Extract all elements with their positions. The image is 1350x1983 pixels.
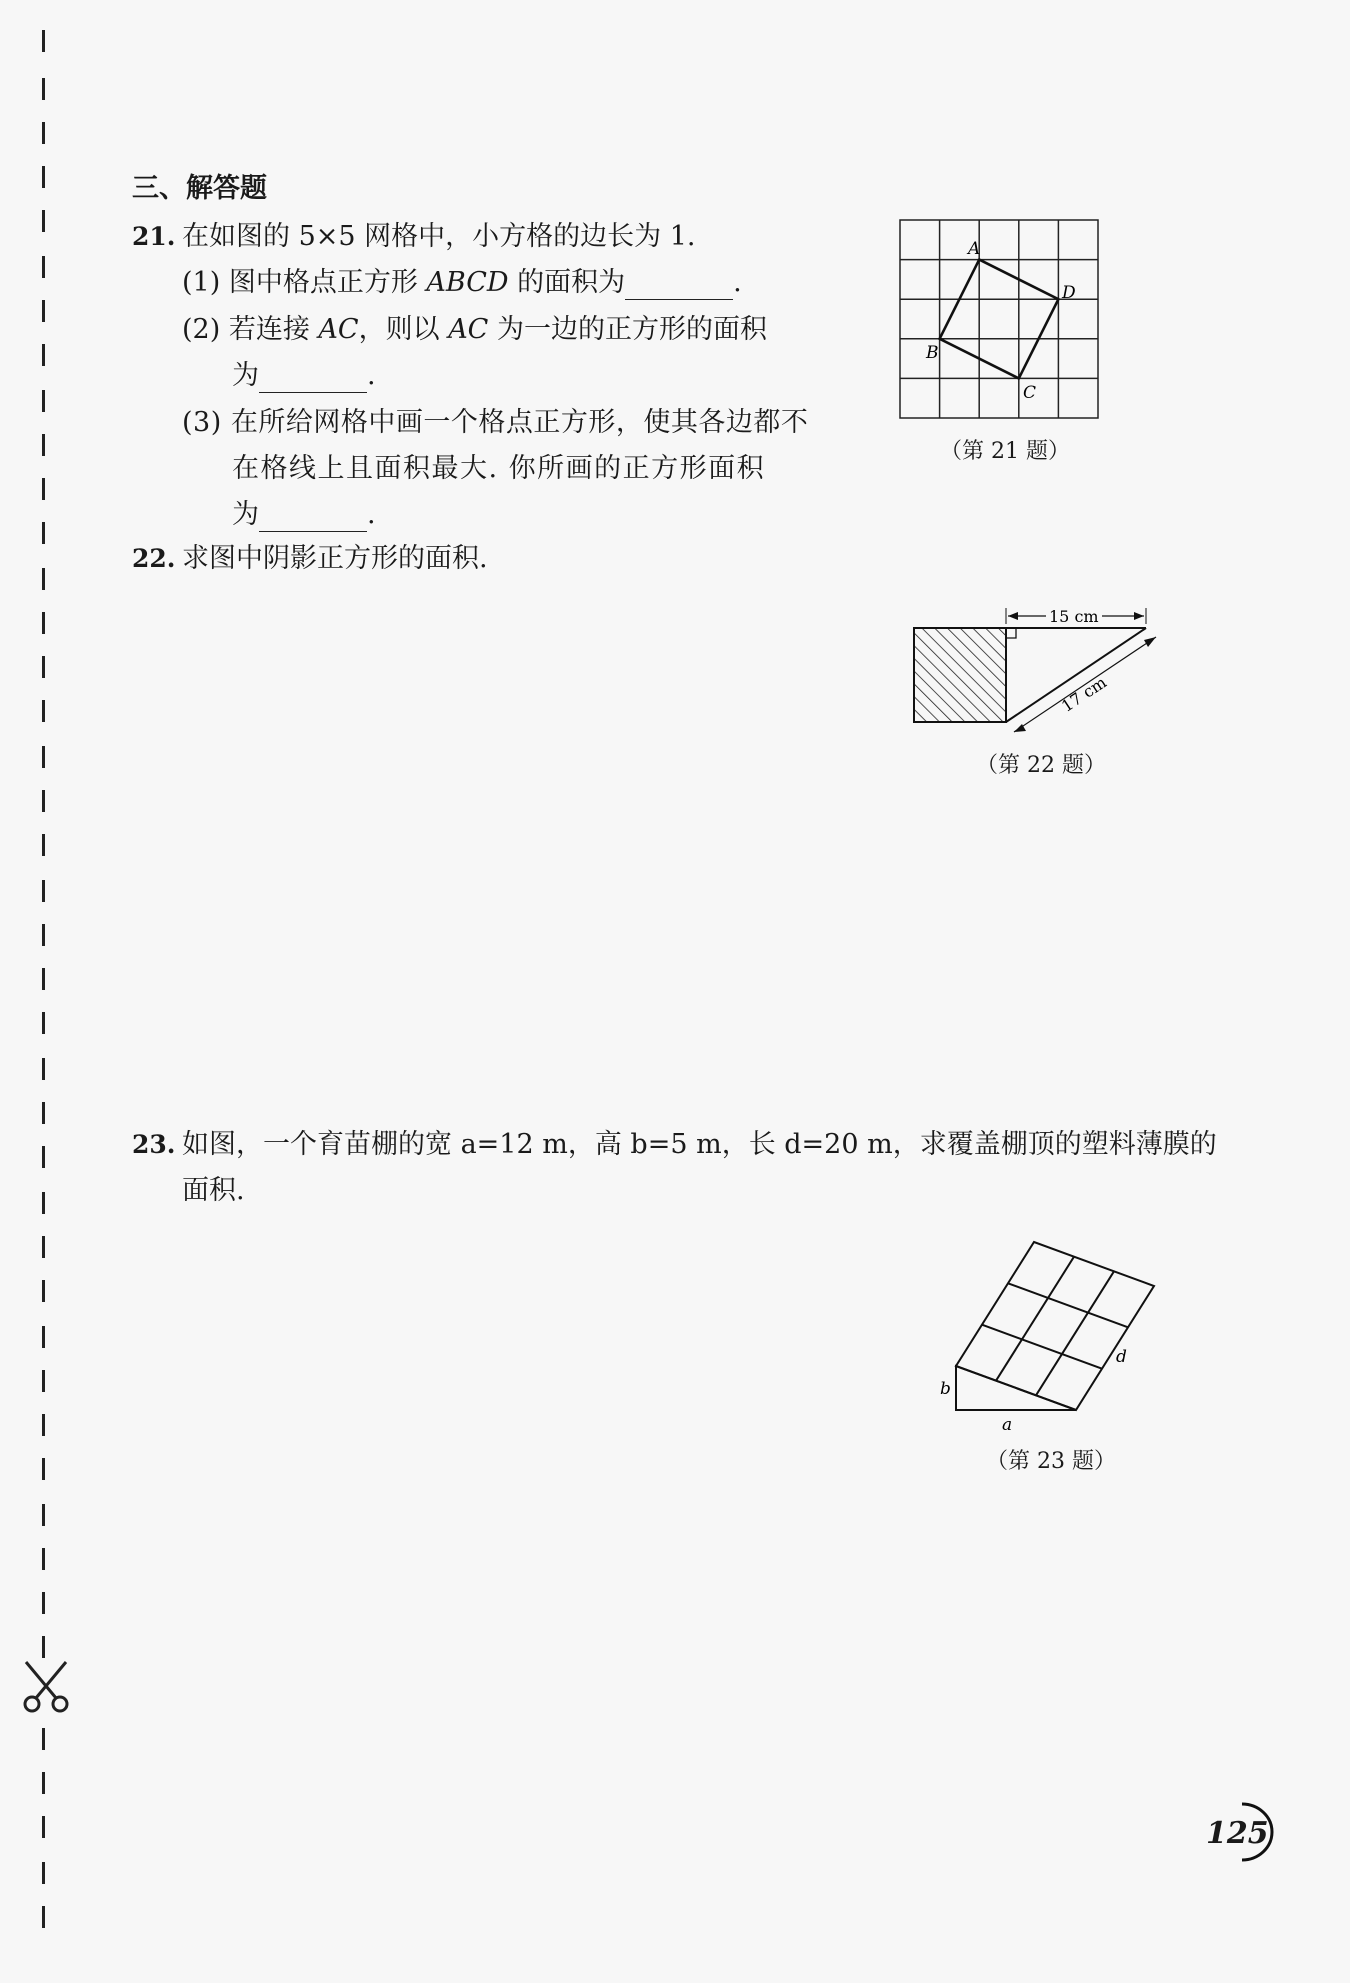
label-c: C: [1023, 383, 1037, 403]
answer-blank[interactable]: [259, 505, 367, 532]
subquestion-3-cont2: [232, 498, 376, 532]
text-span: .: [367, 360, 376, 391]
cut-dash: [42, 746, 45, 768]
cut-dash: [42, 656, 45, 678]
page-number-arc: [1236, 1802, 1280, 1862]
cut-dash: [42, 1728, 45, 1750]
cut-dash: [42, 30, 45, 52]
length-label-top: 15 cm: [1049, 607, 1099, 626]
cut-dash: [42, 1458, 45, 1480]
segment-name: AC: [448, 314, 489, 345]
question-number: 23.: [132, 1130, 176, 1159]
cut-dash: [42, 968, 45, 990]
cut-dash: [42, 300, 45, 322]
cut-dash: [42, 478, 45, 500]
cut-dash: [42, 390, 45, 412]
cut-dash: [42, 1636, 45, 1658]
page-number: [1196, 1802, 1280, 1862]
grid-figure: [898, 216, 1104, 422]
cut-dash: [42, 256, 45, 278]
cut-dash: [42, 210, 45, 232]
cut-dash: [42, 1772, 45, 1794]
cut-dash: [42, 166, 45, 188]
scissors-icon: [18, 1658, 74, 1714]
label-a: A: [968, 239, 981, 259]
figure-caption-21: （第 21 题）: [940, 439, 1070, 464]
figure-caption-22: （第 22 题）: [976, 753, 1106, 778]
cut-dash: [42, 1280, 45, 1302]
label-b: b: [940, 1379, 951, 1399]
cut-dash: [42, 522, 45, 544]
text-span: 为一边的正方形的面积: [488, 314, 767, 345]
cut-dash: [42, 1236, 45, 1258]
cut-dash: [42, 1548, 45, 1570]
cut-dash: [42, 1012, 45, 1034]
cut-dash: [42, 790, 45, 812]
label-a: a: [1002, 1415, 1013, 1435]
page-number-text: 125: [1206, 1816, 1269, 1851]
question-stem: 如图，一个育苗棚的宽 a=12 m，高 b=5 m，长 d=20 m，求覆盖棚顶的塑料薄膜的: [182, 1129, 1217, 1160]
question-number: 22.: [132, 544, 176, 573]
cut-dash: [42, 568, 45, 590]
text-span: (2) 若连接: [182, 314, 319, 345]
label-d: d: [1116, 1347, 1127, 1367]
cut-dash: [42, 924, 45, 946]
cut-dash: [42, 122, 45, 144]
cut-dash: [42, 1504, 45, 1526]
subquestion-2: [182, 313, 767, 347]
cut-dash: [42, 1370, 45, 1392]
question-stem: 在如图的 5×5 网格中，小方格的边长为 1.: [182, 221, 696, 252]
text-span: .: [733, 267, 742, 298]
square-name: ABCD: [426, 267, 509, 298]
cut-dash: [42, 1906, 45, 1928]
text-span: 为: [232, 499, 259, 530]
cut-dash: [42, 880, 45, 902]
cut-dash: [42, 834, 45, 856]
section-heading: 三、解答题: [132, 173, 267, 204]
cut-dash: [42, 78, 45, 100]
text-span: ，则以: [358, 314, 449, 345]
subquestion-2-cont: [232, 359, 376, 393]
text-span: (1) 图中格点正方形: [182, 267, 427, 298]
cut-dash: [42, 1862, 45, 1884]
cut-dash: [42, 344, 45, 366]
figure-caption-23: （第 23 题）: [986, 1449, 1116, 1474]
cut-dash: [42, 1592, 45, 1614]
question-stem-cont: 面积.: [182, 1175, 245, 1206]
cut-dash: [42, 1192, 45, 1214]
text-span: 的面积为: [508, 267, 626, 298]
cut-dash: [42, 434, 45, 456]
text-span: 为: [232, 360, 259, 391]
shaded-square: [914, 628, 1006, 722]
cut-dash: [42, 1326, 45, 1348]
segment-name: AC: [318, 314, 359, 345]
cut-dash: [42, 1146, 45, 1168]
label-b: B: [926, 343, 939, 363]
cut-dash: [42, 1816, 45, 1838]
text-span: .: [367, 499, 376, 530]
subquestion-3-cont: 在格线上且面积最大. 你所画的正方形面积: [232, 453, 766, 484]
answer-blank[interactable]: [259, 366, 367, 393]
answer-blank[interactable]: [625, 273, 733, 300]
cut-dash: [42, 700, 45, 722]
cut-dash: [42, 612, 45, 634]
greenhouse-figure: [934, 1236, 1166, 1436]
question-stem: 求图中阴影正方形的面积.: [182, 543, 488, 574]
shaded-square-figure: [906, 600, 1166, 740]
square-abcd: [940, 260, 1059, 379]
cut-dash: [42, 1102, 45, 1124]
subquestion-1: [182, 266, 742, 300]
cut-dash: [42, 1414, 45, 1436]
subquestion-3: (3) 在所给网格中画一个格点正方形，使其各边都不: [182, 407, 809, 438]
length-label-diagonal: 17 cm: [1057, 672, 1110, 716]
label-d: D: [1062, 283, 1076, 303]
cut-dash: [42, 1058, 45, 1080]
question-number: 21.: [132, 222, 176, 251]
